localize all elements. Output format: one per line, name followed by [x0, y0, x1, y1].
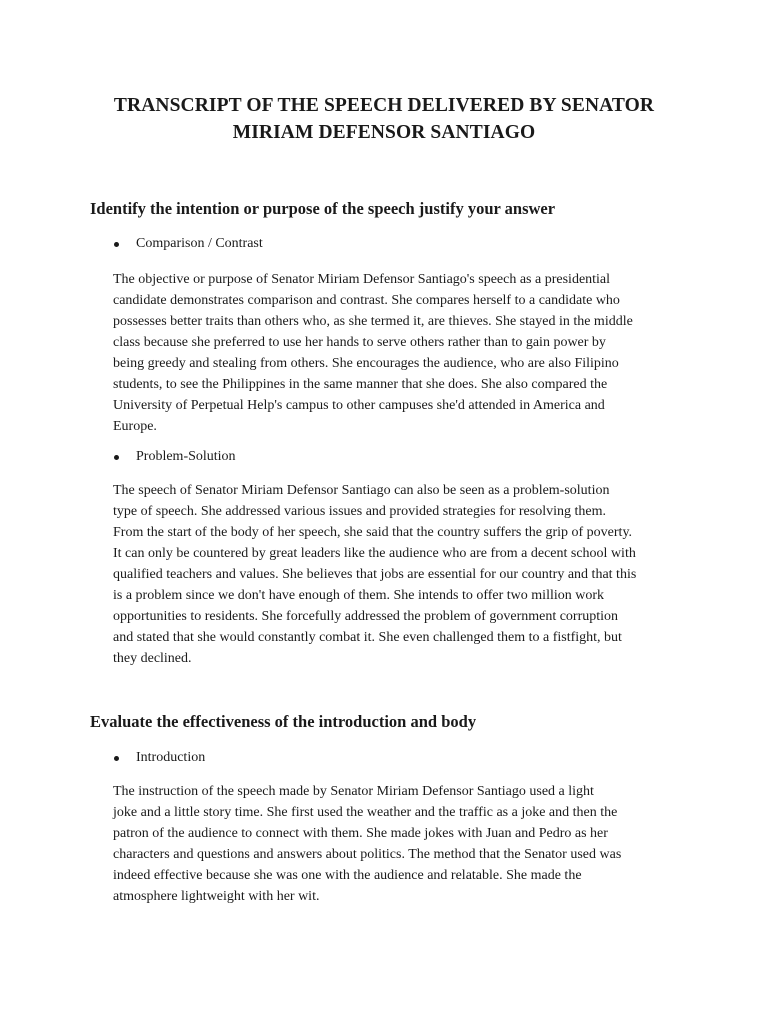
paragraph-problem-solution: The speech of Senator Miriam Defensor Santiago can also be seen as a problem-solution type of speech. She addressed various issues and provided strategies for resolving them. From the start of the body of her speech, she said that the country suffers the grip of poverty. It can only be countered by great leaders like the audience who are from a decent school with qualified teachers and values. She believes that jobs are essential for our country and that this is a problem since we don't have enough of them. She intends to offer two million work opportunities to residents. She forcefully addressed the problem of government corruption and stated that she would constantly combat it. She even challenged them to a fistfight, but they declined. — [113, 483, 637, 666]
title-line-1: TRANSCRIPT OF THE SPEECH DELIVERED BY SENATOR — [113, 95, 655, 116]
bullet-problem-solution — [114, 447, 236, 467]
paragraph-introduction: The instruction of the speech made by Senator Miriam Defensor Santiago used a light joke and a little story time. She first used the weather and the traffic as a joke and then the patron of the audience to connect with them. She made jokes with Juan and Pedro as her characters and questions and answers about politics. The method that the Senator used was indeed effective because she was one with the audience and relatable. She made the atmosphere lightweight with her wit. — [113, 784, 622, 904]
bullet-dot-icon — [114, 455, 119, 460]
bullet-comparison-contrast — [114, 234, 263, 254]
section-heading-intention: Identify the intention or purpose of the speech justify your answer — [90, 199, 556, 218]
title-line-2: MIRIAM DEFENSOR SANTIAGO — [232, 122, 536, 143]
bullet-label: Problem-Solution — [136, 449, 236, 464]
section-heading-effectiveness: Evaluate the effectiveness of the introduction and body — [90, 712, 477, 731]
bullet-introduction — [114, 748, 205, 768]
paragraph-comparison-contrast: The objective or purpose of Senator Miriam Defensor Santiago's speech as a presidential candidate demonstrates comparison and contrast. She compares herself to a candidate who possesses better traits than others who, as she termed it, are thieves. She stayed in the middle class because she preferred to use her hands to serve others rather than to gain power by being greedy and stealing from others. She encourages the audience, who are also Filipino students, to see the Philippines in the same manner that she does. She also compared the University of Perpetual Help's campus to other campuses she'd attended in America and Europe. — [113, 272, 633, 434]
bullet-dot-icon — [114, 242, 119, 247]
bullet-dot-icon — [114, 756, 119, 761]
bullet-label: Comparison / Contrast — [136, 236, 263, 251]
document-title — [80, 92, 688, 146]
bullet-label: Introduction — [136, 750, 206, 765]
